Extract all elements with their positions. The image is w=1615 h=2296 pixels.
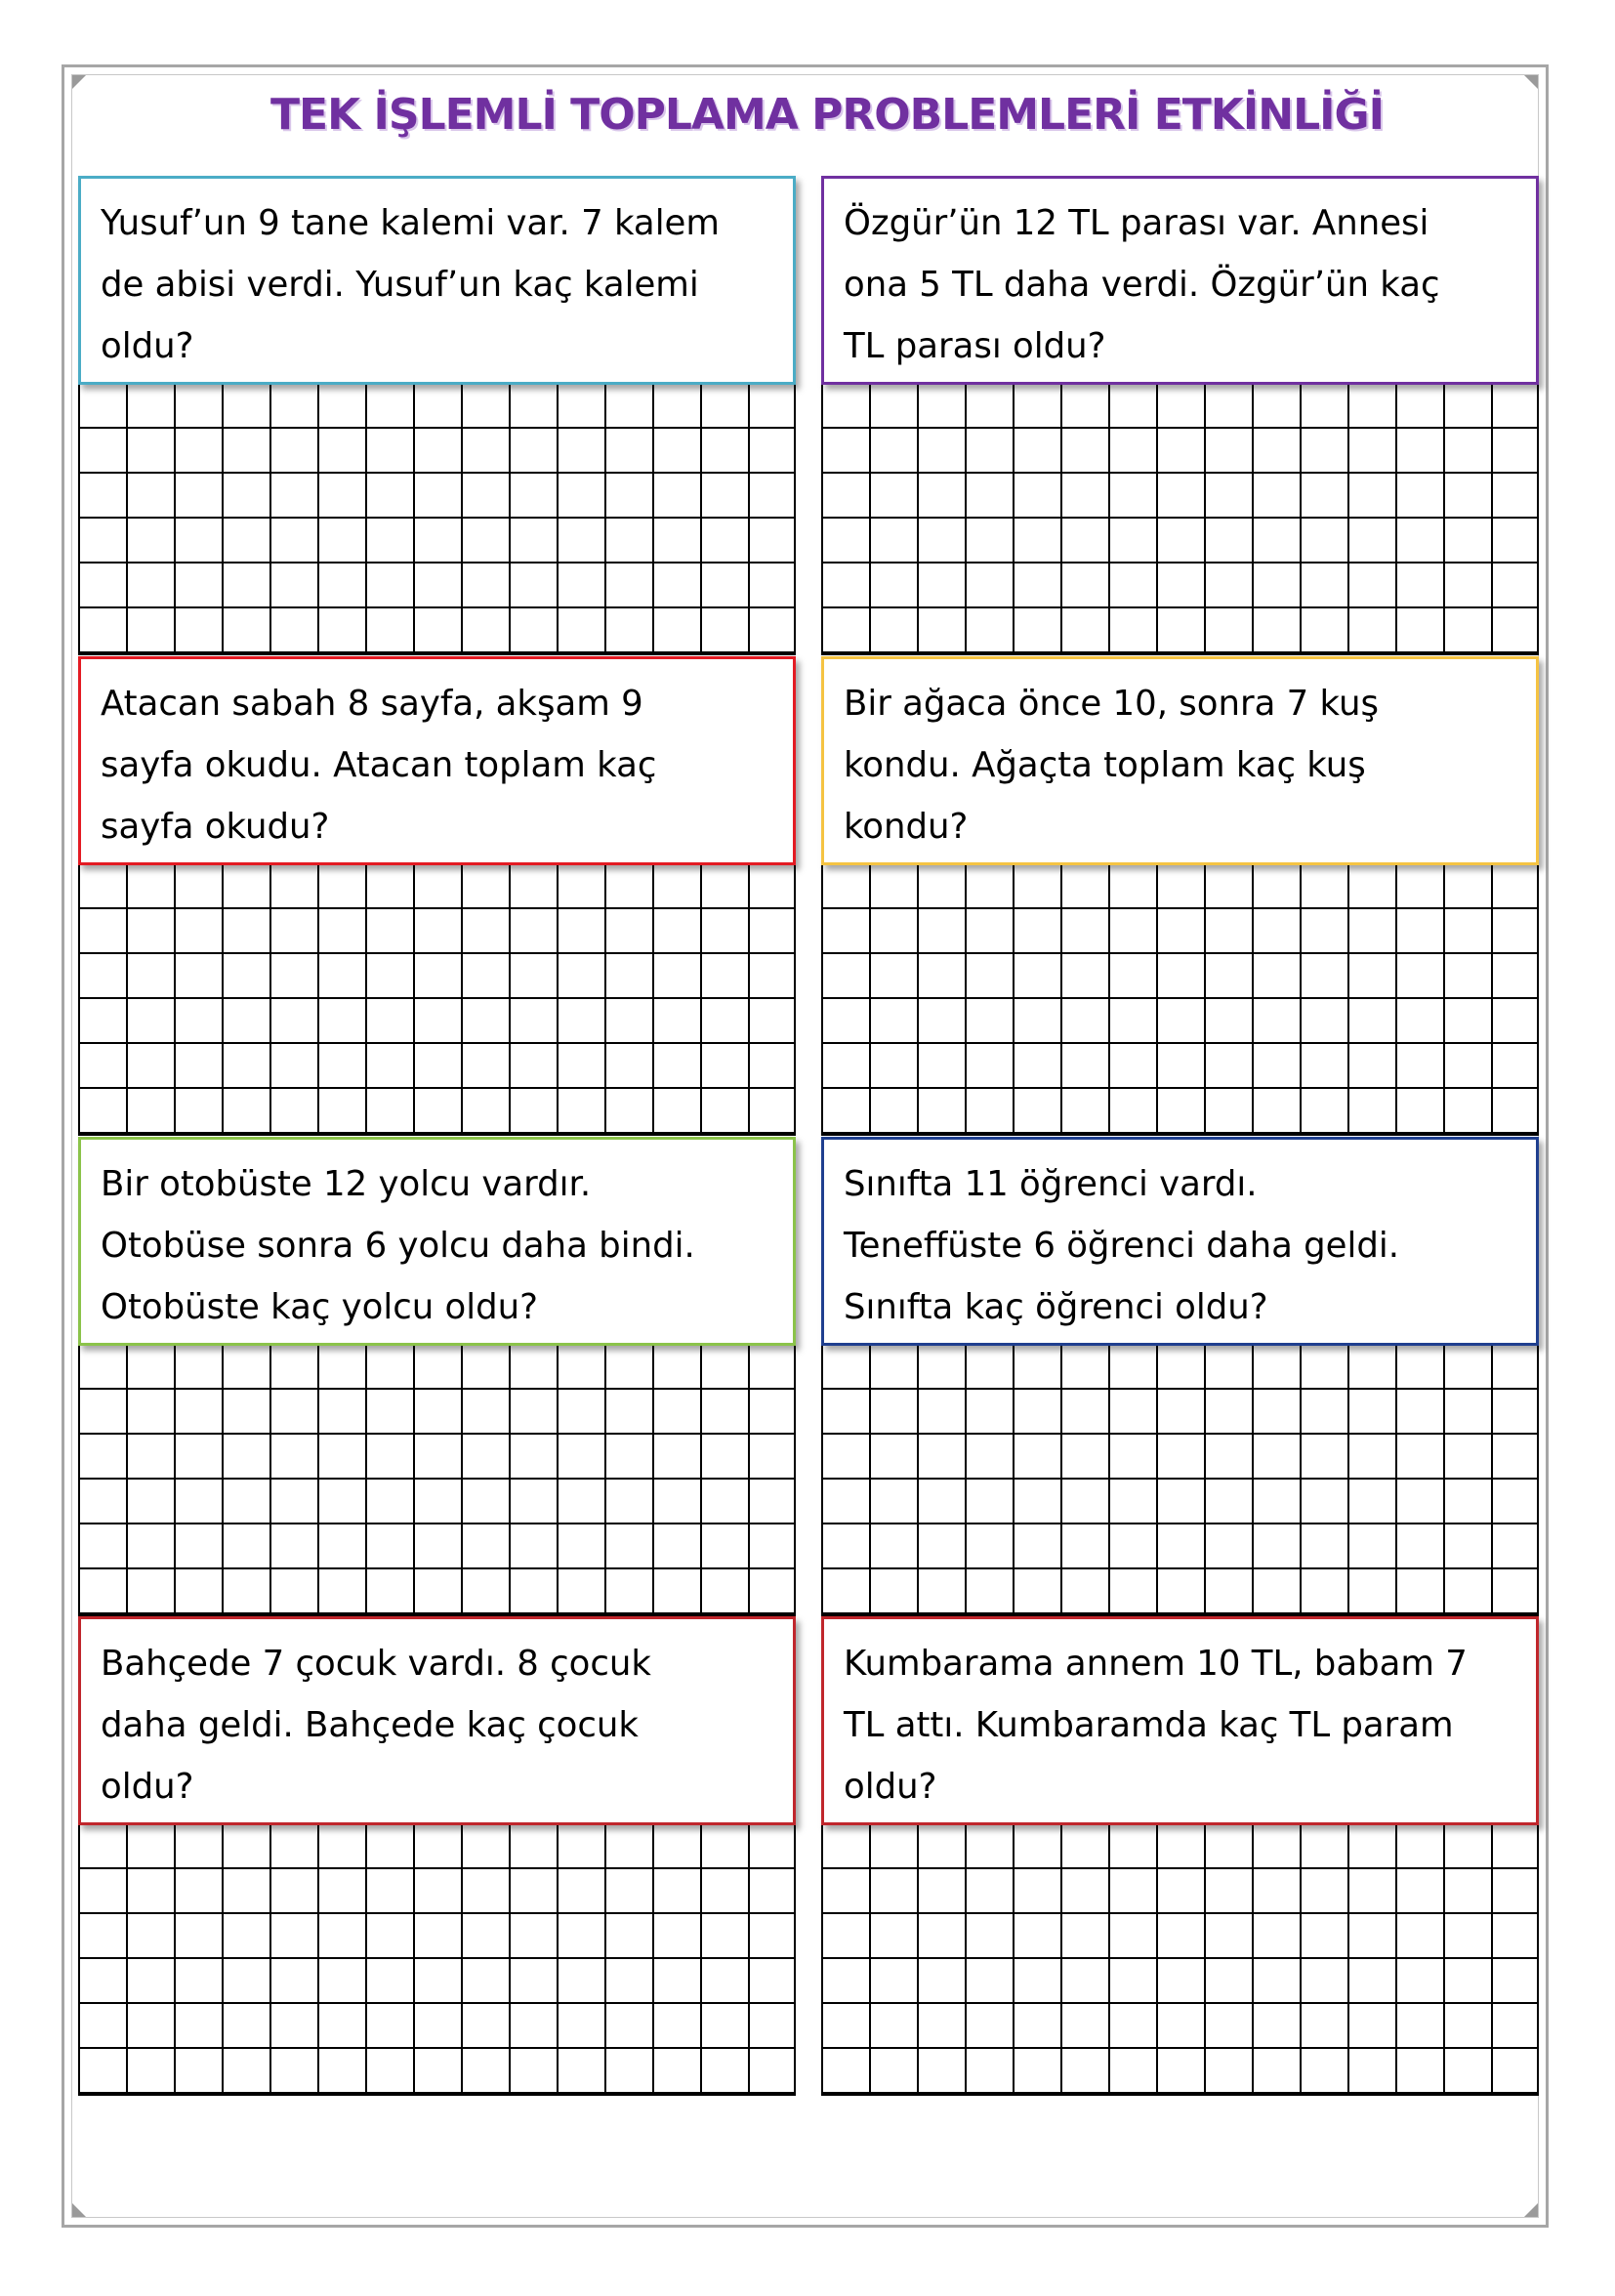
answer-grid-5[interactable]	[78, 1343, 796, 1616]
answer-grid-7[interactable]	[78, 1822, 796, 2096]
problem-box-3: Atacan sabah 8 sayfa, akşam 9 sayfa okudu. Atacan toplam kaç sayfa okudu?	[78, 656, 796, 865]
problem-box-7: Bahçede 7 çocuk vardı. 8 çocuk daha geldi. Bahçede kaç çocuk oldu?	[78, 1616, 796, 1825]
answer-grid-3[interactable]	[78, 862, 796, 1136]
answer-grid-6[interactable]	[821, 1343, 1539, 1616]
problem-box-2: Özgür’ün 12 TL parası var. Annesi ona 5 TL daha verdi. Özgür’ün kaç TL parası oldu?	[821, 176, 1539, 385]
problem-box-4: Bir ağaca önce 10, sonra 7 kuş kondu. Ağaçta toplam kaç kuş kondu?	[821, 656, 1539, 865]
answer-grid-2[interactable]	[821, 382, 1539, 655]
answer-grid-8[interactable]	[821, 1822, 1539, 2096]
corner-ornament-bottom-left	[72, 2203, 86, 2217]
problem-box-8: Kumbarama annem 10 TL, babam 7 TL attı. Kumbaramda kaç TL param oldu?	[821, 1616, 1539, 1825]
page-title: TEK İŞLEMLİ TOPLAMA PROBLEMLERİ ETKİNLİĞİ	[270, 90, 1384, 140]
problem-box-5: Bir otobüste 12 yolcu vardır. Otobüse sonra 6 yolcu daha bindi. Otobüste kaç yolcu oldu?	[78, 1137, 796, 1346]
answer-grid-4[interactable]	[821, 862, 1539, 1136]
problem-box-6: Sınıfta 11 öğrenci vardı. Teneffüste 6 öğrenci daha geldi. Sınıfta kaç öğrenci oldu?	[821, 1137, 1539, 1346]
corner-ornament-top-right	[1524, 75, 1538, 89]
corner-ornament-bottom-right	[1524, 2203, 1538, 2217]
answer-grid-1[interactable]	[78, 382, 796, 655]
corner-ornament-top-left	[72, 75, 86, 89]
problem-box-1: Yusuf’un 9 tane kalemi var. 7 kalem de abisi verdi. Yusuf’un kaç kalemi oldu?	[78, 176, 796, 385]
